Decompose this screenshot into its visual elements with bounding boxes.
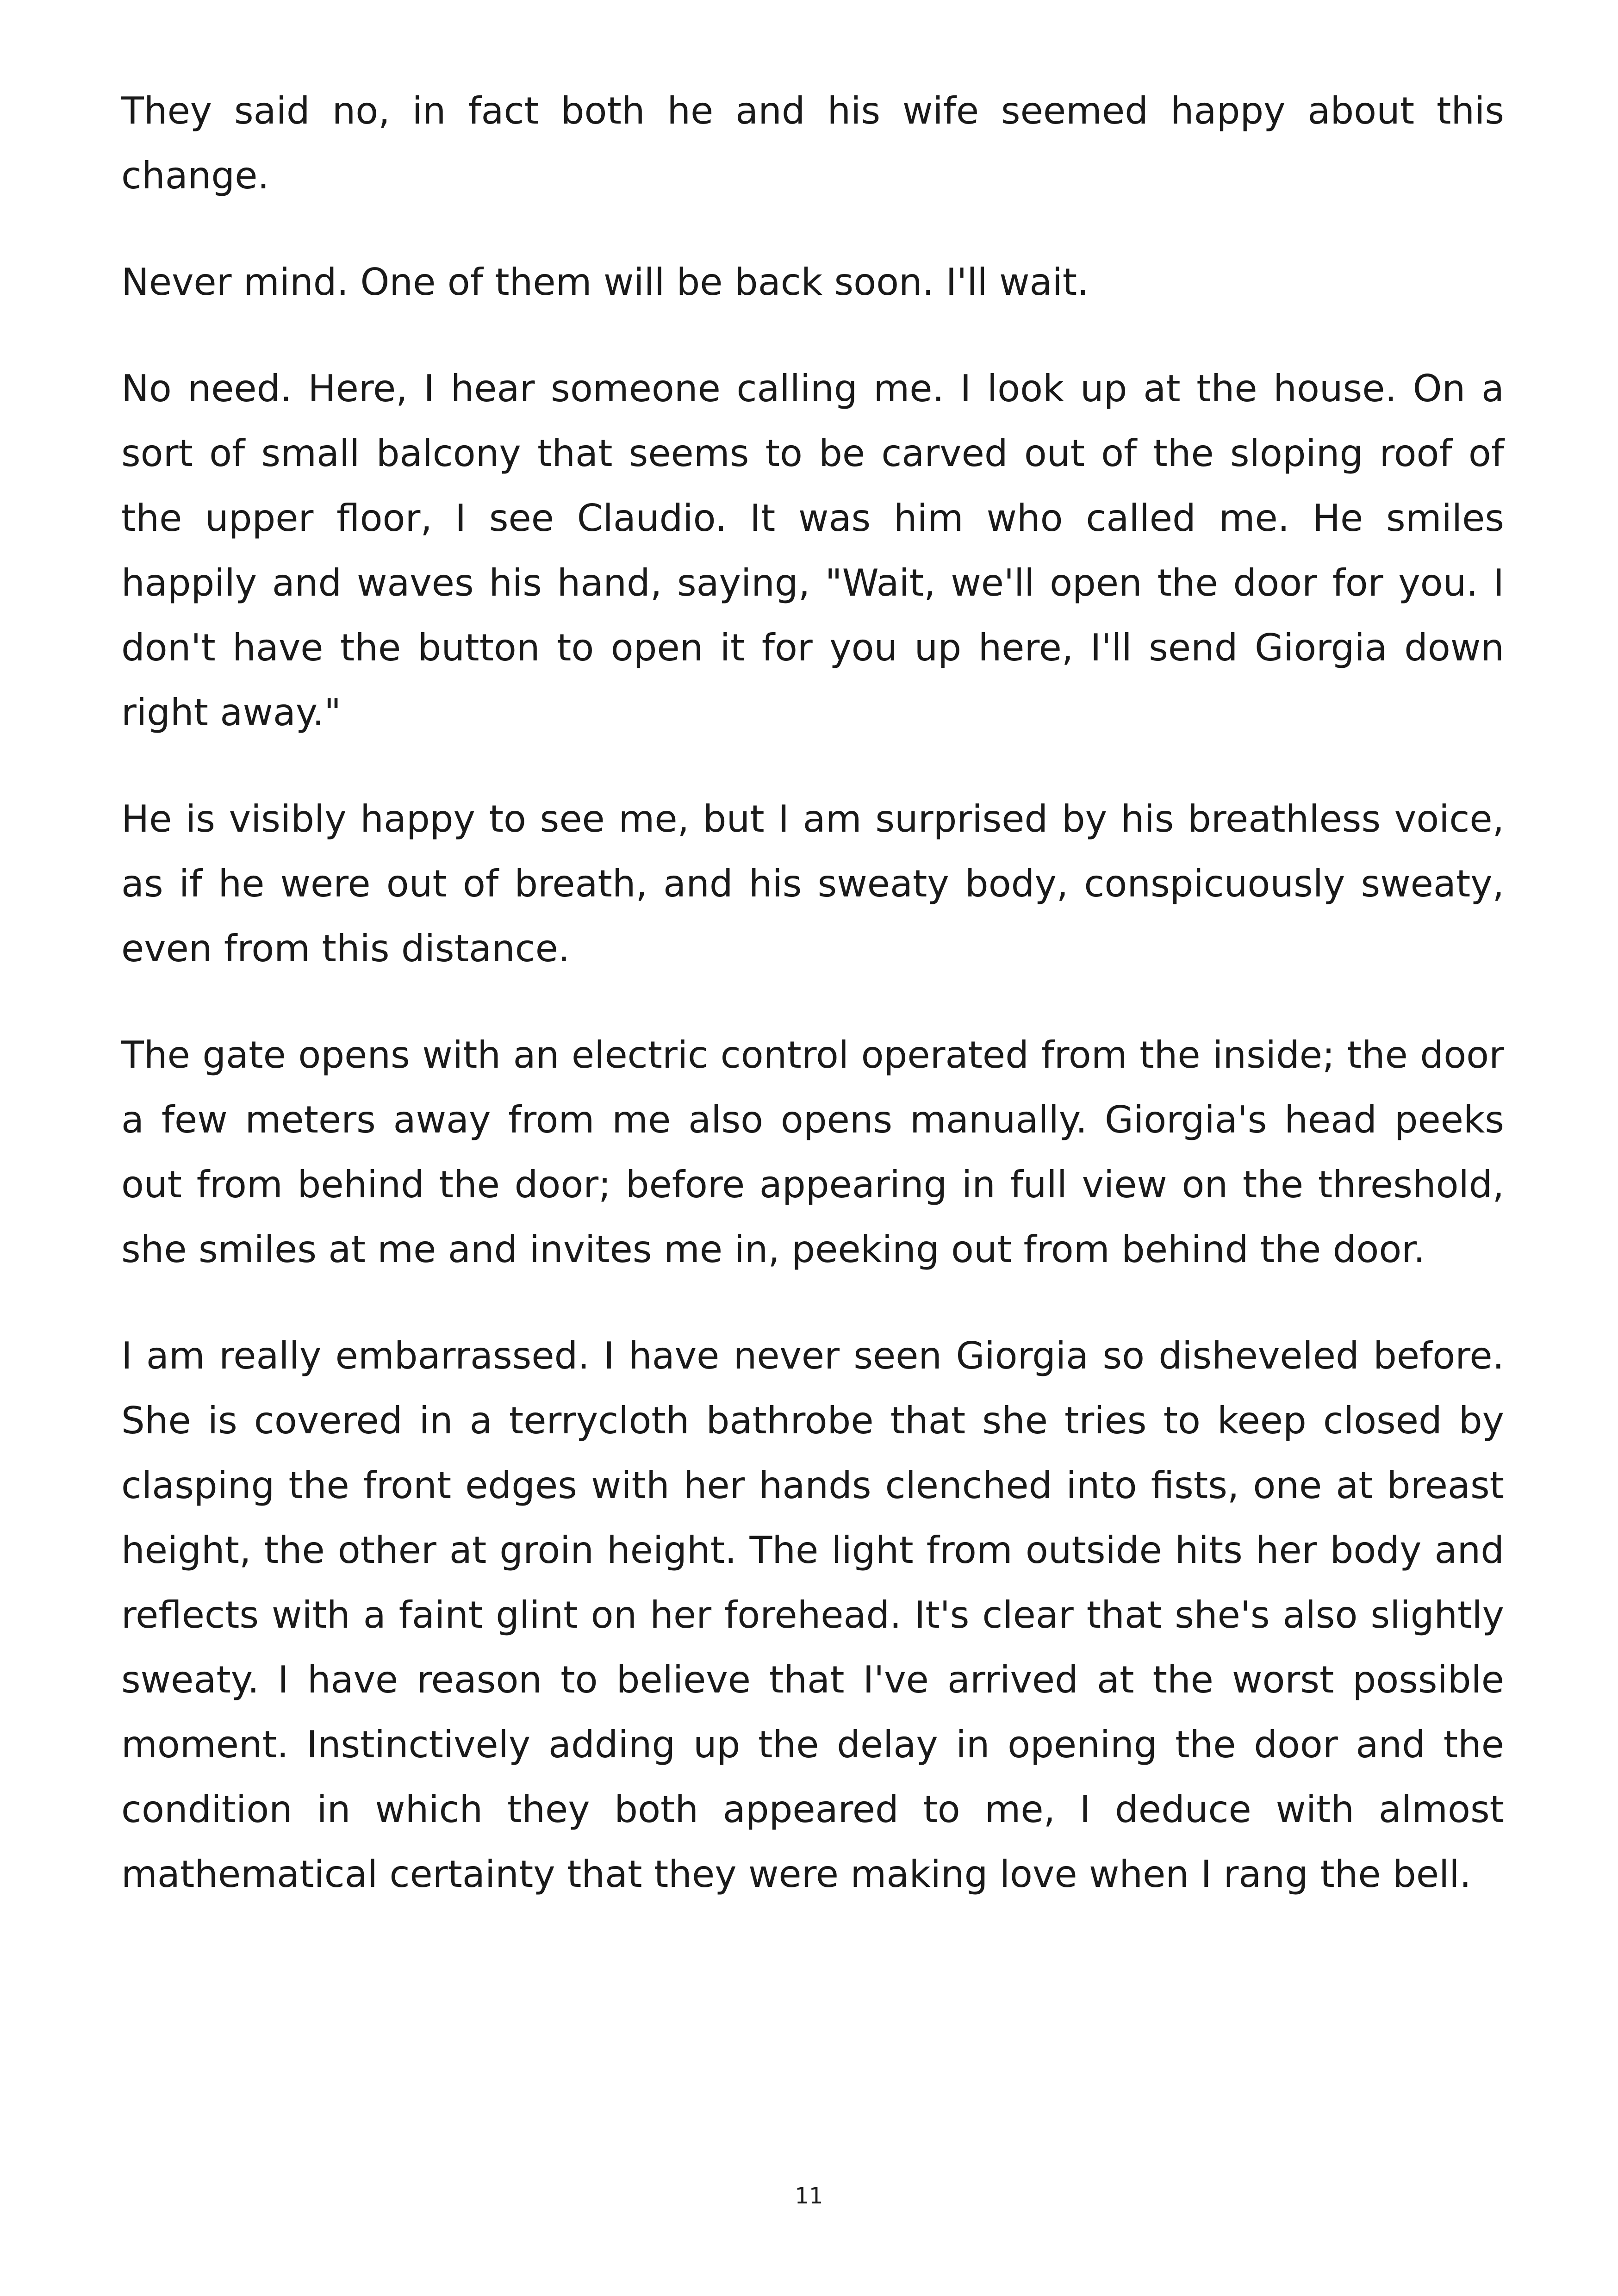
paragraph-1: They said no, in fact both he and his wife seemed happy about this change. <box>121 89 1504 197</box>
paragraph-4: He is visibly happy to see me, but I am surprised by his breathless voice, as if he were out of breath, and his sweaty body, conspicuously sweaty, even from this distance. <box>121 797 1504 970</box>
body-text <box>121 79 1504 1948</box>
paragraph-6: I am really embarrassed. I have never seen Giorgia so disheveled before. She is covered in a terrycloth bathrobe that she tries to keep closed by clasping the front edges with her hands clenched into fists, one at breast height, the other at groin height. The light from outside hits her body and reflects with a faint glint on her forehead. It's clear that she's also slightly sweaty. I have reason to believe that I've arrived at the worst possible moment. Instinctively adding up the delay in opening the door and the condition in which they both appeared to me, I deduce with almost mathematical certainty that they were making love when I rang the bell. <box>121 1334 1504 1896</box>
paragraph-2: Never mind. One of them will be back soon. I'll wait. <box>121 261 1089 304</box>
paragraph-5: The gate opens with an electric control operated from the inside; the door a few meters away from me also opens manually. Giorgia's head peeks out from behind the door; before appearing in full view on the threshold, she smiles at me and invites me in, peeking out from behind the door. <box>121 1033 1504 1271</box>
paragraph-3: No need. Here, I hear someone calling me. I look up at the house. On a sort of small balcony that seems to be carved out of the sloping roof of the upper floor, I see Claudio. It was him who called me. He smiles happily and waves his hand, saying, "Wait, we'll open the door for you. I don't have the button to open it for you up here, I'll send Giorgia down right away." <box>121 367 1504 734</box>
page-number: 11 <box>795 2183 823 2209</box>
